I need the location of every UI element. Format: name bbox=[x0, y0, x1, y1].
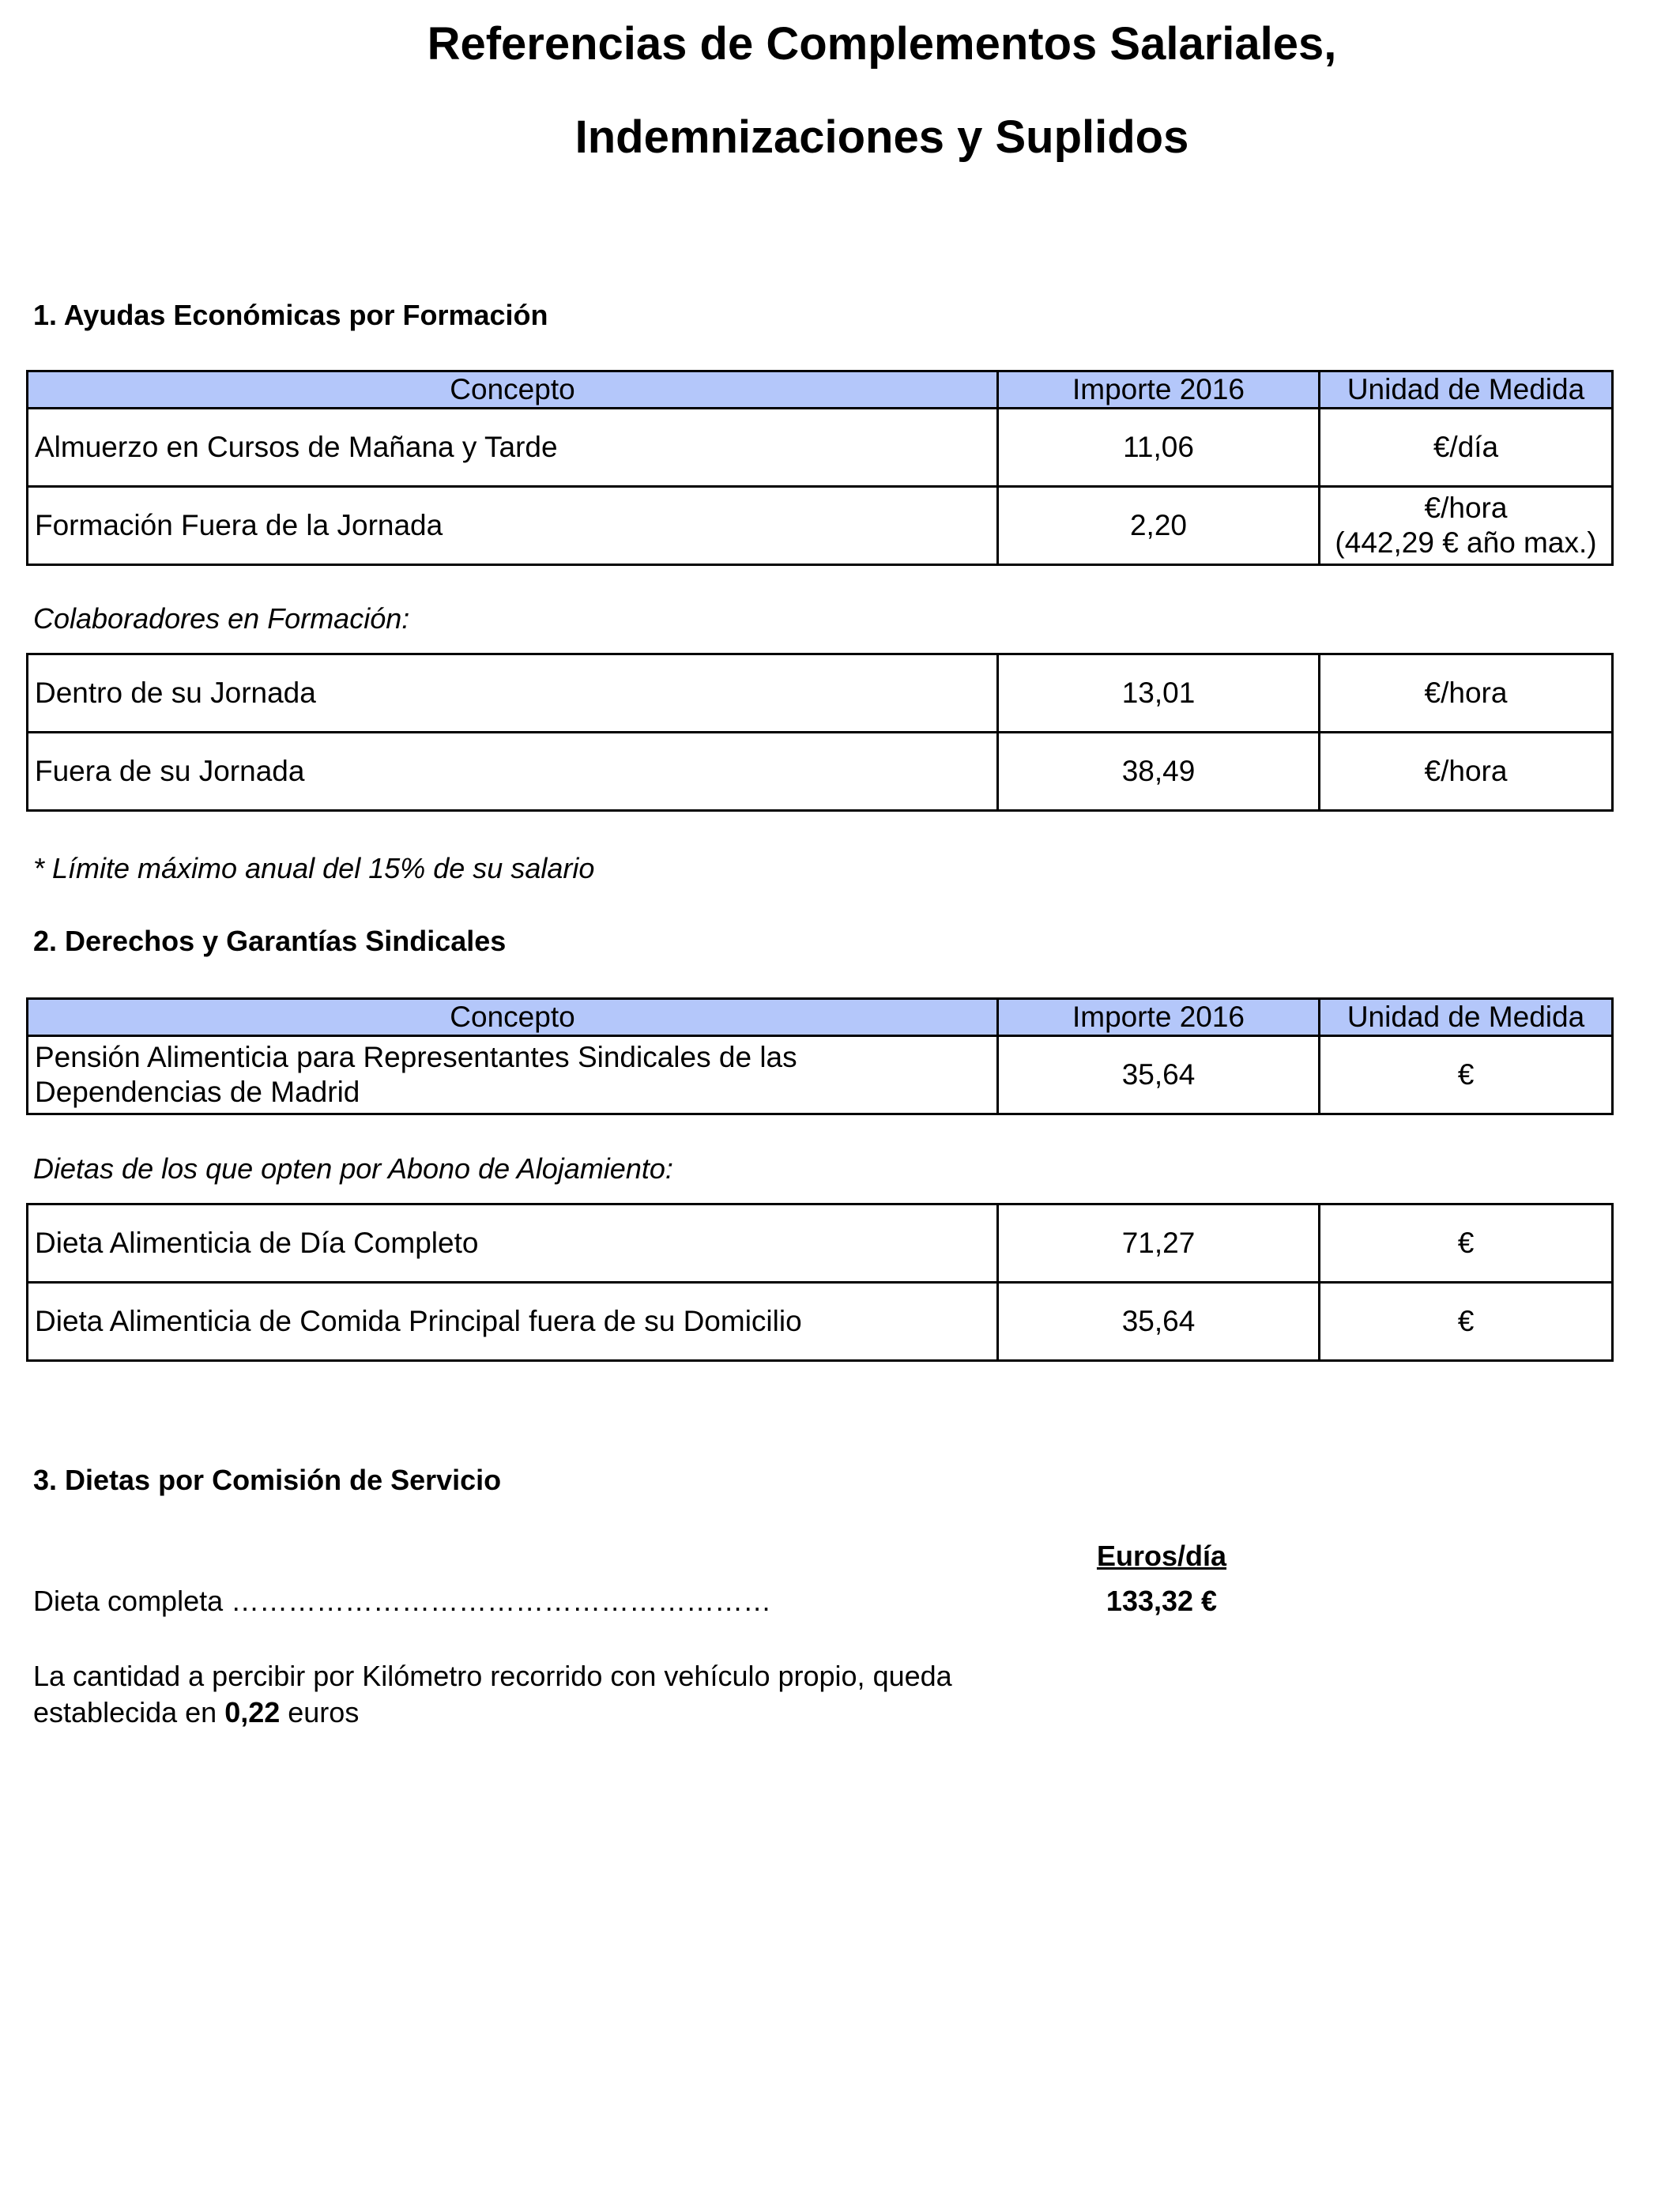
unidad-line-1: €/hora bbox=[1424, 492, 1508, 524]
row-concepto: Almuerzo en Cursos de Mañana y Tarde bbox=[28, 409, 998, 487]
row-importe: 2,20 bbox=[998, 487, 1320, 565]
km-text-before: La cantidad a percibir por Kilómetro recorrido con vehículo propio, queda establecida en bbox=[33, 1660, 952, 1728]
section-3-heading: 3. Dietas por Comisión de Servicio bbox=[33, 1464, 502, 1496]
row-importe: 35,64 bbox=[998, 1036, 1320, 1114]
header-concepto: Concepto bbox=[28, 999, 998, 1036]
colaboradores-label: Colaboradores en Formación: bbox=[33, 602, 410, 635]
header-unidad: Unidad de Medida bbox=[1320, 371, 1613, 409]
row-unidad: € bbox=[1320, 1204, 1613, 1283]
row-unidad: € bbox=[1320, 1036, 1613, 1114]
dieta-completa-label: Dieta completa ………………………………………………… bbox=[33, 1585, 772, 1617]
table-row bbox=[28, 1036, 1613, 1114]
row-importe: 38,49 bbox=[998, 733, 1320, 811]
row-importe: 71,27 bbox=[998, 1204, 1320, 1283]
row-importe: 11,06 bbox=[998, 409, 1320, 487]
section-2-heading: 2. Derechos y Garantías Sindicales bbox=[33, 925, 507, 957]
table-row bbox=[28, 654, 1613, 733]
row-importe: 13,01 bbox=[998, 654, 1320, 733]
table-row bbox=[28, 1204, 1613, 1283]
colaboradores-table bbox=[26, 653, 1614, 812]
kilometro-paragraph bbox=[33, 1658, 1060, 1731]
limit-note: * Límite máximo anual del 15% de su salario bbox=[33, 852, 595, 884]
table-header-row bbox=[28, 999, 1613, 1036]
euros-dia-header: Euros/día bbox=[1096, 1540, 1227, 1572]
page-title-line-1: Referencias de Complementos Salariales, bbox=[427, 18, 1337, 70]
formacion-table bbox=[26, 370, 1614, 566]
page-title-line-2: Indemnizaciones y Suplidos bbox=[574, 111, 1189, 163]
header-importe: Importe 2016 bbox=[998, 371, 1320, 409]
row-concepto: Dentro de su Jornada bbox=[28, 654, 998, 733]
table-header-row bbox=[28, 371, 1613, 409]
unidad-line-2: (442,29 € año max.) bbox=[1335, 526, 1597, 559]
km-value: 0,22 bbox=[224, 1696, 281, 1728]
dieta-completa-value: 133,32 € bbox=[1106, 1585, 1218, 1617]
row-unidad: €/hora bbox=[1320, 654, 1613, 733]
table-row bbox=[28, 1283, 1613, 1361]
header-unidad: Unidad de Medida bbox=[1320, 999, 1613, 1036]
header-concepto: Concepto bbox=[28, 371, 998, 409]
row-concepto: Fuera de su Jornada bbox=[28, 733, 998, 811]
row-unidad: €/día bbox=[1320, 409, 1613, 487]
table-row bbox=[28, 409, 1613, 487]
row-concepto: Formación Fuera de la Jornada bbox=[28, 487, 998, 565]
km-text-after: euros bbox=[280, 1696, 360, 1728]
row-unidad: €/hora bbox=[1320, 733, 1613, 811]
row-concepto: Dieta Alimenticia de Comida Principal fuera de su Domicilio bbox=[28, 1283, 998, 1361]
row-unidad bbox=[1320, 487, 1613, 565]
row-concepto: Dieta Alimenticia de Día Completo bbox=[28, 1204, 998, 1283]
table-row bbox=[28, 487, 1613, 565]
row-concepto bbox=[28, 1036, 998, 1114]
header-importe: Importe 2016 bbox=[998, 999, 1320, 1036]
sindicales-table bbox=[26, 997, 1614, 1115]
dietas-label: Dietas de los que opten por Abono de Alojamiento: bbox=[33, 1152, 673, 1185]
concepto-line-1: Pensión Alimenticia para Representantes Sindicales de las bbox=[35, 1041, 797, 1073]
row-importe: 35,64 bbox=[998, 1283, 1320, 1361]
table-row bbox=[28, 733, 1613, 811]
row-unidad: € bbox=[1320, 1283, 1613, 1361]
section-1-heading: 1. Ayudas Económicas por Formación bbox=[33, 299, 548, 331]
dietas-table bbox=[26, 1203, 1614, 1362]
concepto-line-2: Dependencias de Madrid bbox=[35, 1076, 360, 1108]
